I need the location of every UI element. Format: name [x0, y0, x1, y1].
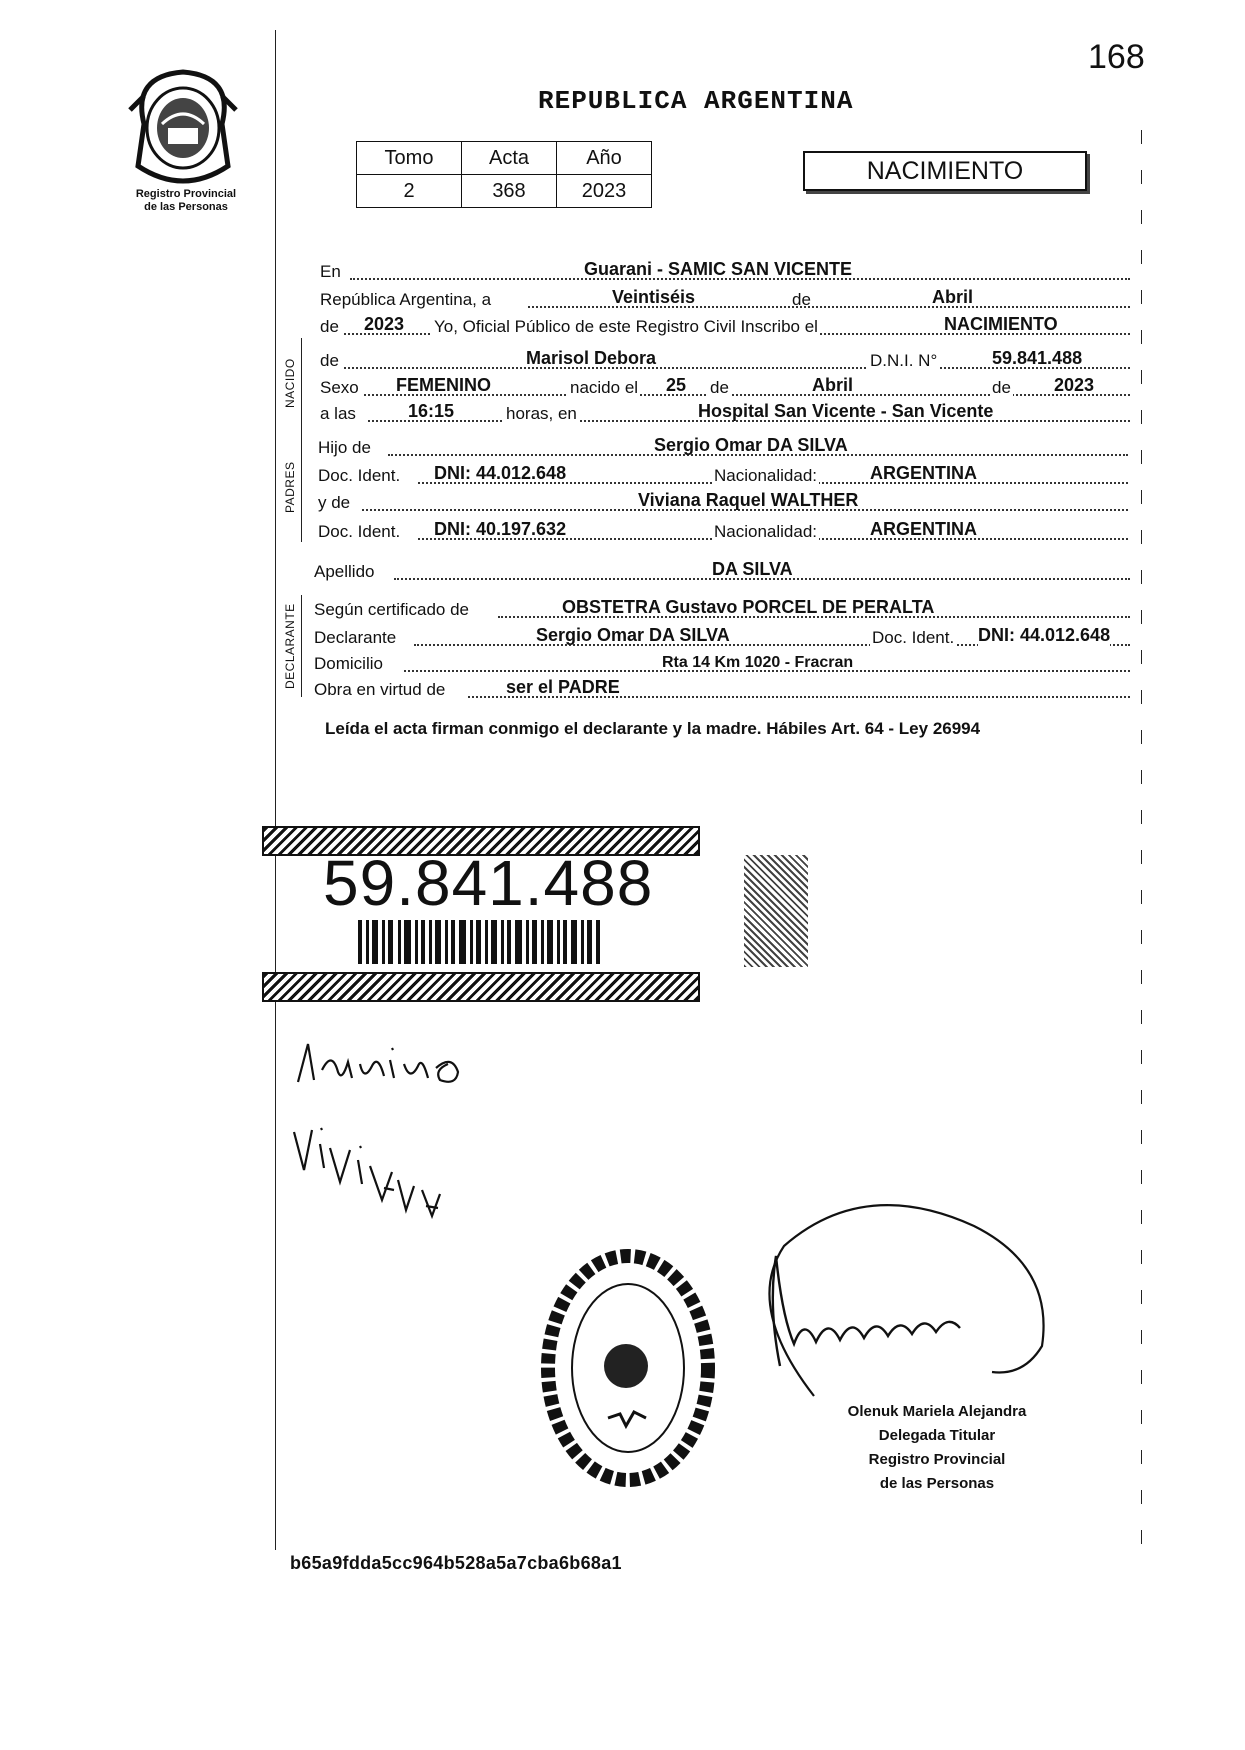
- virtud-value: ser el PADRE: [506, 677, 620, 697]
- anio-value: 2023: [557, 175, 652, 208]
- padres-rule: [301, 444, 302, 542]
- row-sexo: Sexo FEMENINO nacido el 25 de Abril de 2023: [320, 372, 1130, 400]
- tomo-header: Tomo: [357, 142, 462, 175]
- left-margin-rule: [275, 30, 276, 1550]
- sexo-value: FEMENINO: [396, 375, 492, 395]
- document-hash: b65a9fdda5cc964b528a5a7cba6b68a1: [290, 1553, 622, 1573]
- acta-value: 368: [462, 175, 557, 208]
- lugar-nac-value: Hospital San Vicente - San Vicente: [698, 401, 994, 421]
- barcode-number: 59.841.488: [323, 847, 654, 919]
- right-margin-rule: [1141, 130, 1142, 1550]
- nac-dia-value: 25: [666, 375, 687, 395]
- row-declarante: Declarante Sergio Omar DA SILVA Doc. Ident. DNI: 44.012.648: [314, 622, 1130, 650]
- acta-header: Acta: [462, 142, 557, 175]
- padre-value: Sergio Omar DA SILVA: [654, 435, 848, 455]
- signature-declarante: [292, 1020, 482, 1100]
- tomo-value: 2: [357, 175, 462, 208]
- nombre-value: Marisol Debora: [526, 348, 657, 368]
- row-lugar: En Guarani - SAMIC SAN VICENTE: [320, 256, 1130, 284]
- madre-doc-value: DNI: 40.197.632: [434, 519, 567, 539]
- registry-table: [356, 141, 652, 208]
- page-number: 168: [1088, 38, 1145, 76]
- declarante-doc-value: DNI: 44.012.648: [978, 625, 1111, 645]
- side-label-declarante: DECLARANTE: [283, 603, 297, 689]
- dia-letras-value: Veintiséis: [612, 287, 696, 307]
- lugar-value: Guarani - SAMIC SAN VICENTE: [584, 259, 853, 279]
- row-nombre: de Marisol Debora D.N.I. N° 59.841.488: [320, 345, 1130, 373]
- anio-value: 2023: [364, 314, 405, 334]
- row-fecha: República Argentina, a Veintiséis de Abril: [320, 284, 1130, 312]
- declarante-rule: [301, 595, 302, 697]
- row-madre-doc: Doc. Ident. DNI: 40.197.632 Nacionalidad: ARGENTINA: [318, 516, 1128, 544]
- security-band-bottom: [262, 972, 700, 1002]
- official-stamp: Olenuk Mariela Alejandra Delegada Titular Registro Provincial de las Personas: [847, 1403, 1027, 1492]
- padre-nac-value: ARGENTINA: [870, 463, 977, 483]
- mes-value: Abril: [932, 287, 974, 307]
- registry-caption: Registro Provincial de las Personas: [135, 188, 237, 213]
- row-apellido: Apellido DA SILVA: [314, 556, 1130, 584]
- madre-nac-value: ARGENTINA: [870, 519, 977, 539]
- official-signature: [724, 1196, 1084, 1424]
- row-acto: de 2023 Yo, Oficial Público de este Registro Civil Inscribo el NACIMIENTO: [320, 311, 1130, 339]
- row-padre-doc: Doc. Ident. DNI: 44.012.648 Nacionalidad: ARGENTINA: [318, 460, 1128, 488]
- hora-value: 16:15: [408, 401, 455, 421]
- certificado-value: OBSTETRA Gustavo PORCEL DE PERALTA: [562, 597, 935, 617]
- apellido-value: DA SILVA: [712, 559, 793, 579]
- hospital-round-seal: [538, 1246, 718, 1490]
- row-domicilio: Domicilio Rta 14 Km 1020 - Fracran: [314, 648, 1130, 676]
- nac-mes-value: Abril: [812, 375, 854, 395]
- act-type-box: NACIMIENTO: [803, 151, 1087, 191]
- row-certificado: Según certificado de OBSTETRA Gustavo PORCEL DE PERALTA: [314, 594, 1130, 622]
- dni-value: 59.841.488: [992, 348, 1083, 368]
- anio-header: Año: [557, 142, 652, 175]
- madre-value: Viviana Raquel WALTHER: [638, 490, 859, 510]
- acto-value: NACIMIENTO: [944, 314, 1058, 334]
- barcode: [358, 920, 604, 964]
- row-virtud: Obra en virtud de ser el PADRE: [314, 674, 1130, 702]
- row-hora: a las 16:15 horas, en Hospital San Vicente - San Vicente: [320, 398, 1130, 426]
- declarante-value: Sergio Omar DA SILVA: [536, 625, 730, 645]
- nac-anio-value: 2023: [1054, 375, 1095, 395]
- signature-madre: [290, 1110, 450, 1220]
- nacido-rule: [301, 338, 302, 444]
- row-madre: y de Viviana Raquel WALTHER: [318, 487, 1128, 515]
- side-label-nacido: NACIDO: [283, 358, 297, 408]
- side-label-padres: PADRES: [283, 461, 297, 513]
- closing-legend: Leída el acta firman conmigo el declarante y la madre. Hábiles Art. 64 - Ley 26994: [325, 719, 981, 738]
- document-title: REPUBLICA ARGENTINA: [538, 86, 854, 116]
- province-seal-logo: [124, 66, 242, 188]
- domicilio-value: Rta 14 Km 1020 - Fracran: [662, 654, 854, 671]
- padre-doc-value: DNI: 44.012.648: [434, 463, 567, 483]
- row-padre: Hijo de Sergio Omar DA SILVA: [318, 432, 1128, 460]
- security-hologram: [744, 855, 808, 967]
